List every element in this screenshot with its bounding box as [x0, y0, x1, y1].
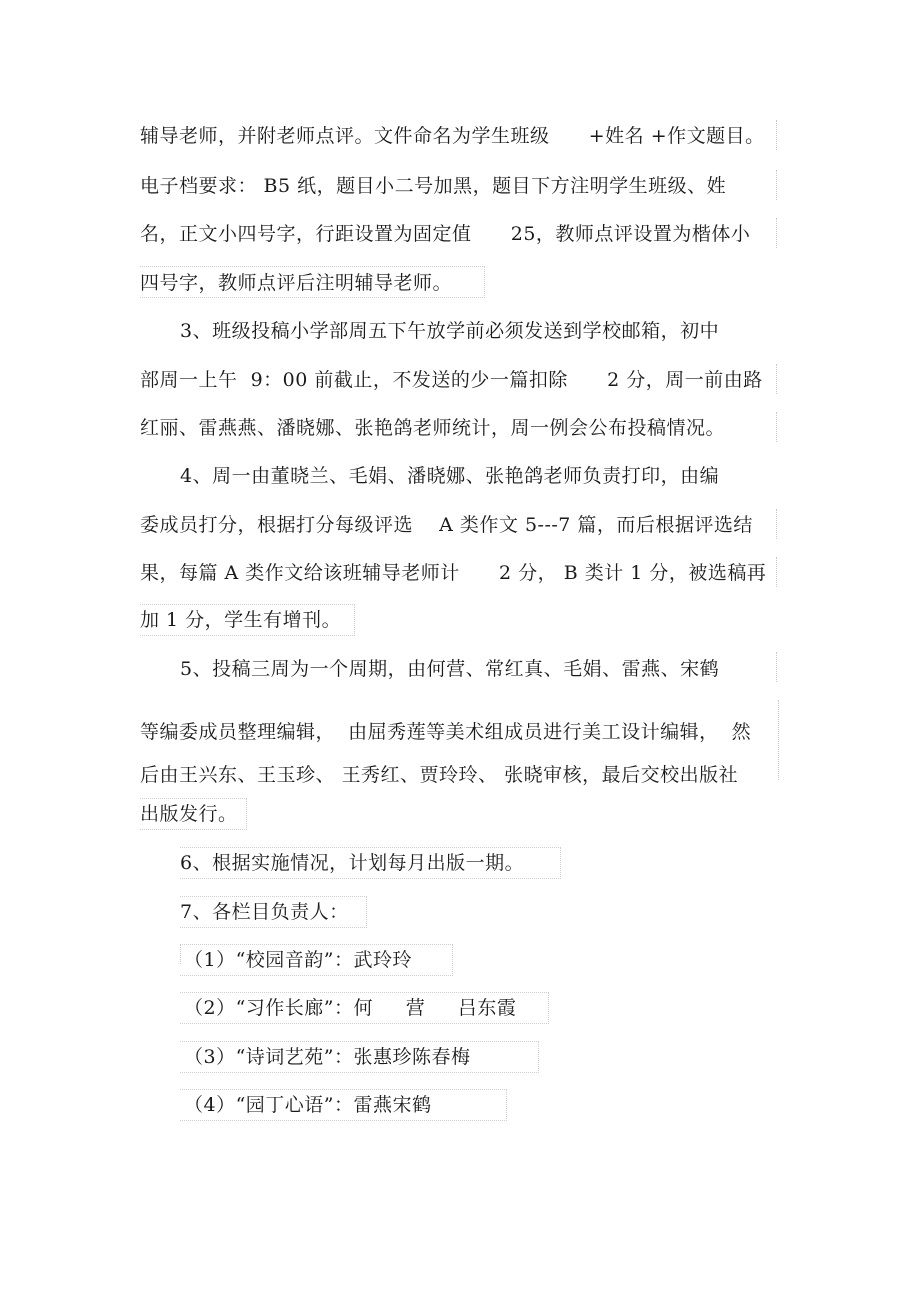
frame-mark [180, 944, 453, 976]
frame-mark [776, 557, 777, 587]
frame-mark [140, 798, 247, 830]
frame-mark [776, 170, 777, 200]
frame-mark [180, 992, 549, 1024]
text-line-7: 红丽、雷燕燕、潘晓娜、张艳鸽老师统计，周一例会公布投稿情况。 [140, 417, 726, 439]
text-line-4: 四号字，教师点评后注明辅导老师。 [140, 272, 453, 294]
frame-mark [776, 509, 777, 539]
frame-mark [180, 847, 561, 879]
frame-mark [140, 266, 485, 298]
frame-mark [180, 944, 181, 964]
frame-mark [776, 364, 777, 394]
text-line-6: 部周一上午 9：00 前截止，不发送的少一篇扣除 2 分，周一前由路 [140, 369, 763, 391]
column-owner-2: （2）“习作长廊”：何 营 吕东霞 [184, 997, 517, 1019]
column-owner-4: （4）“园丁心语”：雷燕宋鹤 [184, 1094, 432, 1116]
column-owner-1: （1）“校园音韵”：武玲玲 [184, 949, 413, 971]
text-line-13: 等编委成员整理编辑， 由屈秀莲等美术组成员进行美工设计编辑， 然 [140, 721, 752, 743]
text-line-12: 5、投稿三周为一个周期，由何营、常红真、毛娟、雷燕、宋鹤 [180, 658, 720, 680]
text-line-15: 出版发行。 [140, 803, 238, 825]
text-line-16: 6、根据实施情况，计划每月出版一期。 [180, 852, 525, 874]
column-owner-3: （3）“诗词艺苑”：张惠珍陈春梅 [184, 1046, 471, 1068]
frame-mark [140, 604, 355, 636]
text-line-5: 3、班级投稿小学部周五下午放学前必须发送到学校邮箱，初中 [180, 320, 720, 342]
frame-mark [778, 700, 779, 780]
frame-mark [180, 1089, 507, 1121]
text-line-10: 果，每篇 A 类作文给该班辅导老师计 2 分， B 类计 1 分，被选稿再 [140, 562, 767, 584]
text-line-1: 辅导老师，并附老师点评。文件命名为学生班级 +姓名 +作文题目。 [140, 125, 765, 147]
text-line-14: 后由王兴东、王玉珍、 王秀红、贾玲玲、 张晓审核，最后交校出版社 [140, 764, 739, 786]
text-line-11: 加 1 分，学生有增刊。 [140, 609, 342, 631]
frame-mark [180, 1041, 539, 1073]
text-line-3: 名，正文小四号字，行距设置为固定值 25，教师点评设置为楷体小 [140, 223, 751, 245]
text-line-8: 4、周一由董晓兰、毛娟、潘晓娜、张艳鸽老师负责打印，由编 [180, 465, 720, 487]
text-line-17: 7、各栏目负责人： [180, 901, 349, 923]
frame-mark [776, 218, 777, 248]
text-line-2: 电子档要求： B5 纸，题目小二号加黑，题目下方注明学生班级、姓 [140, 175, 727, 197]
frame-mark [776, 652, 777, 682]
text-line-9: 委成员打分，根据打分每级评选 A 类作文 5---7 篇，而后根据评选结 [140, 514, 753, 536]
frame-mark [180, 896, 367, 928]
frame-mark [776, 412, 777, 442]
frame-mark [776, 120, 777, 150]
